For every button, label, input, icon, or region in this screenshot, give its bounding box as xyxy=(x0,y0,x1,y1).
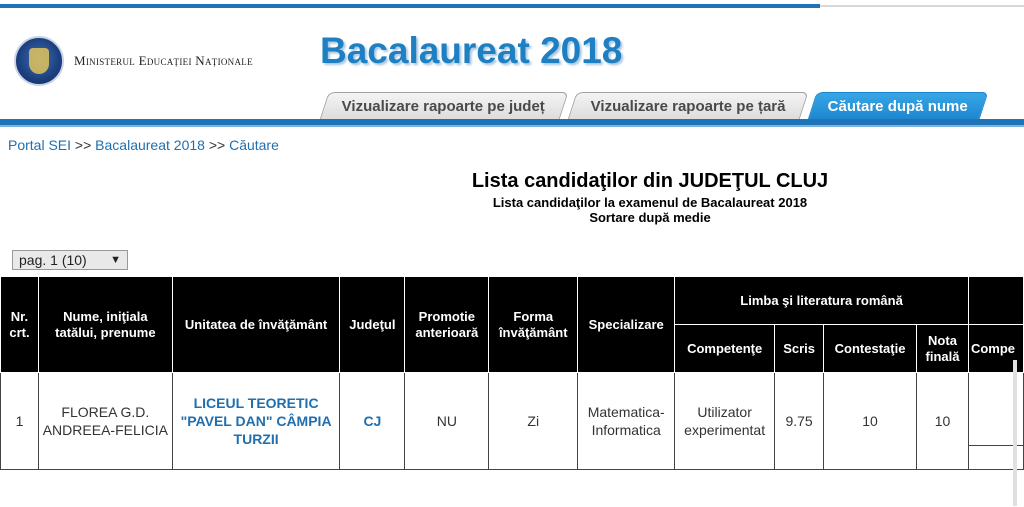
breadcrumb-bacalaureat[interactable]: Bacalaureat 2018 xyxy=(95,137,205,153)
cell-scris: 9.75 xyxy=(775,373,824,470)
col-contestatie: Contestaţie xyxy=(824,325,917,373)
cell-nr: 1 xyxy=(1,373,39,470)
cell-promotie: NU xyxy=(405,373,489,470)
cell-unitatea-link[interactable]: LICEUL TEORETIC "PAVEL DAN" CÂMPIA TURZII xyxy=(172,373,340,470)
sort-label: Sortare după medie xyxy=(589,210,711,225)
col-specializare: Specializare xyxy=(578,277,675,373)
scrollbar-track[interactable] xyxy=(1013,360,1017,506)
top-accent-line-gray xyxy=(820,5,1024,7)
header-bar-light xyxy=(0,125,1024,127)
col-judetul: Judeţul xyxy=(340,277,405,373)
site-title[interactable]: Bacalaureat 2018 xyxy=(320,30,623,71)
cell-forma: Zi xyxy=(489,373,578,470)
col-group-limba-romana: Limba şi literatura română xyxy=(675,277,969,325)
col-nota-finala: Nota finală xyxy=(917,325,969,373)
cell-nota-finala: 10 xyxy=(917,373,969,470)
table-row xyxy=(1,373,1024,470)
cell-competente: Utilizator experimentat xyxy=(675,373,775,470)
col-competente: Competenţe xyxy=(675,325,775,373)
tab-rapoarte-tara[interactable] xyxy=(567,92,808,120)
breadcrumb-cautare[interactable]: Căutare xyxy=(229,137,279,153)
col-nume: Nume, iniţiala tatălui, prenume xyxy=(38,277,172,373)
cell-contestatie: 10 xyxy=(824,373,917,470)
romania-coat-of-arms-icon xyxy=(14,36,64,86)
tab-label: Vizualizare rapoarte pe județ xyxy=(342,98,546,115)
ministry-name: Ministerul Educației Naționale xyxy=(74,53,253,68)
col-group-next xyxy=(968,277,1023,325)
cell-specializare: Matematica-Informatica xyxy=(578,373,675,470)
tab-rapoarte-judet[interactable] xyxy=(319,92,568,120)
page-subtitle: Lista candidaţilor la examenul de Bacalaureat 2018 xyxy=(492,195,808,210)
tab-label: Căutare după nume xyxy=(827,98,968,115)
page-title: Lista candidaţilor din JUDEŢUL CLUJ xyxy=(471,170,829,192)
breadcrumb-portal-sei[interactable]: Portal SEI xyxy=(8,137,72,153)
breadcrumb xyxy=(8,137,279,153)
chevron-down-icon: ▼ xyxy=(110,254,121,266)
breadcrumb-separator: >> xyxy=(74,137,92,153)
col-scris: Scris xyxy=(775,325,824,373)
list-titles xyxy=(280,170,1020,225)
results-table xyxy=(0,276,1024,470)
cell-nume: FLOREA G.D. ANDREEA-FELICIA xyxy=(38,373,172,470)
col-promotie: Promotie anterioară xyxy=(405,277,489,373)
col-nr: Nr. crt. xyxy=(1,277,39,373)
col-forma: Forma învăţământ xyxy=(489,277,578,373)
breadcrumb-separator: >> xyxy=(208,137,226,153)
cell-judetul-link[interactable]: CJ xyxy=(340,373,405,470)
tab-cautare-nume[interactable] xyxy=(807,92,988,120)
page-select-value: pag. 1 (10) xyxy=(19,252,87,268)
results-table-wrapper xyxy=(0,276,1024,470)
col-unitatea: Unitatea de învăţământ xyxy=(172,277,340,373)
tab-label: Vizualizare rapoarte pe țară xyxy=(590,98,786,115)
col-competente-2: Compe xyxy=(968,325,1023,373)
page-select[interactable] xyxy=(12,250,128,270)
report-tabs xyxy=(0,92,1024,122)
